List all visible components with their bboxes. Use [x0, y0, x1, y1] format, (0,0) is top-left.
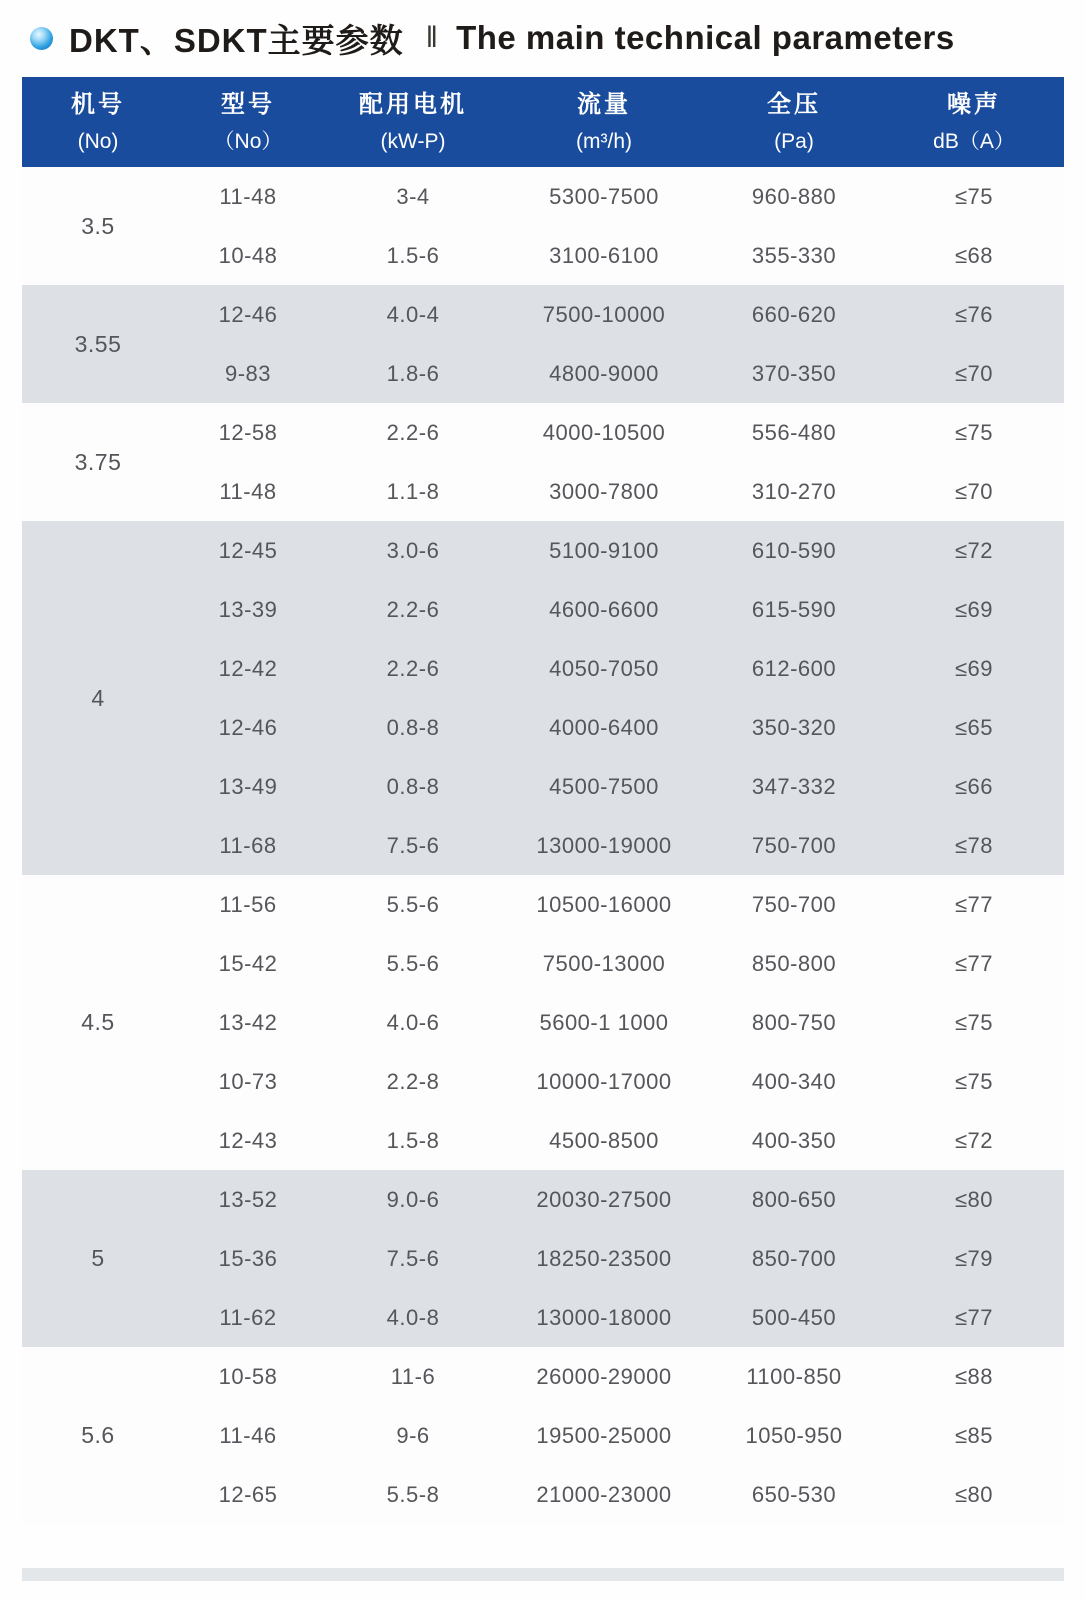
- pressure-cell: 370-350: [704, 344, 884, 403]
- table-row: [22, 816, 1064, 875]
- table-row: [22, 757, 1064, 816]
- noise-cell: ≤77: [884, 1288, 1064, 1347]
- noise-cell: ≤66: [884, 757, 1064, 816]
- noise-cell: ≤77: [884, 934, 1064, 993]
- motor-cell: 2.2-6: [322, 639, 504, 698]
- pressure-cell: 500-450: [704, 1288, 884, 1347]
- flow-cell: 3000-7800: [504, 462, 704, 521]
- table-row: [22, 934, 1064, 993]
- noise-cell: ≤80: [884, 1170, 1064, 1229]
- flow-cell: 13000-18000: [504, 1288, 704, 1347]
- noise-cell: ≤75: [884, 993, 1064, 1052]
- flow-cell: 7500-10000: [504, 285, 704, 344]
- table-row: [22, 167, 1064, 226]
- group-no-cell: 3.75: [22, 403, 174, 521]
- header-unit: (kW-P): [380, 129, 446, 153]
- flow-cell: 5100-9100: [504, 521, 704, 580]
- model-cell: 13-52: [174, 1170, 322, 1229]
- flow-cell: 4050-7050: [504, 639, 704, 698]
- flow-cell: 26000-29000: [504, 1347, 704, 1406]
- motor-cell: 0.8-8: [322, 698, 504, 757]
- header-unit: (m³/h): [576, 129, 632, 153]
- header-motor: [322, 77, 504, 167]
- motor-cell: 5.5-6: [322, 934, 504, 993]
- pressure-cell: 610-590: [704, 521, 884, 580]
- bullet-icon: [30, 27, 53, 50]
- pressure-cell: 750-700: [704, 875, 884, 934]
- table-row: [22, 1406, 1064, 1465]
- pressure-cell: 750-700: [704, 816, 884, 875]
- motor-cell: 2.2-6: [322, 580, 504, 639]
- table-row: [22, 1465, 1064, 1524]
- table-row: [22, 521, 1064, 580]
- motor-cell: 7.5-6: [322, 1229, 504, 1288]
- noise-cell: ≤76: [884, 285, 1064, 344]
- pressure-cell: 960-880: [704, 167, 884, 226]
- header-machine-no: [22, 77, 174, 167]
- model-cell: 10-48: [174, 226, 322, 285]
- model-cell: 12-46: [174, 698, 322, 757]
- noise-cell: ≤70: [884, 462, 1064, 521]
- motor-cell: 5.5-8: [322, 1465, 504, 1524]
- header-noise: [884, 77, 1064, 167]
- noise-cell: ≤79: [884, 1229, 1064, 1288]
- noise-cell: ≤85: [884, 1406, 1064, 1465]
- flow-cell: 5600-1 1000: [504, 993, 704, 1052]
- flow-cell: 21000-23000: [504, 1465, 704, 1524]
- section-title: [30, 12, 955, 64]
- noise-cell: ≤65: [884, 698, 1064, 757]
- parameters-table: [22, 77, 1064, 1524]
- model-cell: 11-48: [174, 462, 322, 521]
- title-chinese: DKT、SDKT主要参数: [69, 21, 404, 59]
- motor-cell: 3.0-6: [322, 521, 504, 580]
- table-row: [22, 639, 1064, 698]
- flow-cell: 4800-9000: [504, 344, 704, 403]
- flow-cell: 4600-6600: [504, 580, 704, 639]
- table-row: [22, 698, 1064, 757]
- motor-cell: 1.8-6: [322, 344, 504, 403]
- header-title: 流量: [577, 90, 631, 118]
- pressure-cell: 800-750: [704, 993, 884, 1052]
- table-row: [22, 1052, 1064, 1111]
- motor-cell: 7.5-6: [322, 816, 504, 875]
- motor-cell: 2.2-8: [322, 1052, 504, 1111]
- noise-cell: ≤75: [884, 403, 1064, 462]
- model-cell: 11-48: [174, 167, 322, 226]
- motor-cell: 4.0-8: [322, 1288, 504, 1347]
- table-row: [22, 462, 1064, 521]
- model-cell: 12-46: [174, 285, 322, 344]
- header-title: 配用电机: [359, 90, 467, 118]
- header-unit: dB（A）: [933, 129, 1015, 153]
- motor-cell: 0.8-8: [322, 757, 504, 816]
- table-row: [22, 226, 1064, 285]
- flow-cell: 4500-7500: [504, 757, 704, 816]
- flow-cell: 4000-10500: [504, 403, 704, 462]
- header-model: [174, 77, 322, 167]
- pressure-cell: 400-350: [704, 1111, 884, 1170]
- model-cell: 12-58: [174, 403, 322, 462]
- header-unit: (Pa): [774, 129, 814, 153]
- title-divider-icon: ‖: [425, 21, 439, 54]
- motor-cell: 9.0-6: [322, 1170, 504, 1229]
- pressure-cell: 660-620: [704, 285, 884, 344]
- flow-cell: 7500-13000: [504, 934, 704, 993]
- table-row: [22, 993, 1064, 1052]
- motor-cell: 1.5-6: [322, 226, 504, 285]
- motor-cell: 1.5-8: [322, 1111, 504, 1170]
- motor-cell: 2.2-6: [322, 403, 504, 462]
- motor-cell: 5.5-6: [322, 875, 504, 934]
- bottom-strip: [22, 1568, 1064, 1581]
- noise-cell: ≤68: [884, 226, 1064, 285]
- noise-cell: ≤69: [884, 580, 1064, 639]
- flow-cell: 10000-17000: [504, 1052, 704, 1111]
- header-title: 噪声: [947, 90, 1001, 118]
- group-no-cell: 4.5: [22, 875, 174, 1170]
- pressure-cell: 615-590: [704, 580, 884, 639]
- pressure-cell: 1050-950: [704, 1406, 884, 1465]
- pressure-cell: 347-332: [704, 757, 884, 816]
- model-cell: 10-58: [174, 1347, 322, 1406]
- model-cell: 12-45: [174, 521, 322, 580]
- flow-cell: 3100-6100: [504, 226, 704, 285]
- model-cell: 11-68: [174, 816, 322, 875]
- header-title: 型号: [221, 90, 275, 118]
- model-cell: 11-46: [174, 1406, 322, 1465]
- model-cell: 15-42: [174, 934, 322, 993]
- pressure-cell: 850-700: [704, 1229, 884, 1288]
- group-no-cell: 5.6: [22, 1347, 174, 1524]
- table-row: [22, 403, 1064, 462]
- table-row: [22, 344, 1064, 403]
- table-row: [22, 580, 1064, 639]
- pressure-cell: 800-650: [704, 1170, 884, 1229]
- noise-cell: ≤75: [884, 167, 1064, 226]
- model-cell: 13-42: [174, 993, 322, 1052]
- flow-cell: 18250-23500: [504, 1229, 704, 1288]
- pressure-cell: 556-480: [704, 403, 884, 462]
- table-row: [22, 1288, 1064, 1347]
- model-cell: 13-49: [174, 757, 322, 816]
- flow-cell: 13000-19000: [504, 816, 704, 875]
- table-row: [22, 875, 1064, 934]
- motor-cell: 4.0-6: [322, 993, 504, 1052]
- noise-cell: ≤72: [884, 521, 1064, 580]
- table-row: [22, 1170, 1064, 1229]
- noise-cell: ≤70: [884, 344, 1064, 403]
- table-row: [22, 1347, 1064, 1406]
- noise-cell: ≤88: [884, 1347, 1064, 1406]
- model-cell: 12-42: [174, 639, 322, 698]
- header-pressure: [704, 77, 884, 167]
- pressure-cell: 612-600: [704, 639, 884, 698]
- model-cell: 10-73: [174, 1052, 322, 1111]
- header-title: 全压: [767, 90, 821, 118]
- flow-cell: 5300-7500: [504, 167, 704, 226]
- motor-cell: 1.1-8: [322, 462, 504, 521]
- group-no-cell: 3.5: [22, 167, 174, 285]
- header-row: [22, 77, 1064, 167]
- flow-cell: 4500-8500: [504, 1111, 704, 1170]
- flow-cell: 4000-6400: [504, 698, 704, 757]
- motor-cell: 3-4: [322, 167, 504, 226]
- model-cell: 11-62: [174, 1288, 322, 1347]
- noise-cell: ≤77: [884, 875, 1064, 934]
- table-row: [22, 285, 1064, 344]
- group-no-cell: 3.55: [22, 285, 174, 403]
- flow-cell: 10500-16000: [504, 875, 704, 934]
- header-unit: （No）: [213, 129, 283, 153]
- pressure-cell: 1100-850: [704, 1347, 884, 1406]
- noise-cell: ≤72: [884, 1111, 1064, 1170]
- model-cell: 11-56: [174, 875, 322, 934]
- model-cell: 15-36: [174, 1229, 322, 1288]
- model-cell: 12-43: [174, 1111, 322, 1170]
- motor-cell: 4.0-4: [322, 285, 504, 344]
- model-cell: 13-39: [174, 580, 322, 639]
- model-cell: 9-83: [174, 344, 322, 403]
- header-title: 机号: [71, 90, 125, 118]
- noise-cell: ≤75: [884, 1052, 1064, 1111]
- motor-cell: 11-6: [322, 1347, 504, 1406]
- model-cell: 12-65: [174, 1465, 322, 1524]
- pressure-cell: 310-270: [704, 462, 884, 521]
- noise-cell: ≤80: [884, 1465, 1064, 1524]
- group-no-cell: 5: [22, 1170, 174, 1347]
- motor-cell: 9-6: [322, 1406, 504, 1465]
- flow-cell: 19500-25000: [504, 1406, 704, 1465]
- title-english: The main technical parameters: [456, 19, 955, 56]
- pressure-cell: 850-800: [704, 934, 884, 993]
- pressure-cell: 400-340: [704, 1052, 884, 1111]
- flow-cell: 20030-27500: [504, 1170, 704, 1229]
- pressure-cell: 355-330: [704, 226, 884, 285]
- pressure-cell: 350-320: [704, 698, 884, 757]
- noise-cell: ≤69: [884, 639, 1064, 698]
- header-unit: (No): [77, 129, 119, 153]
- table-row: [22, 1229, 1064, 1288]
- noise-cell: ≤78: [884, 816, 1064, 875]
- group-no-cell: 4: [22, 521, 174, 875]
- header-flow: [504, 77, 704, 167]
- pressure-cell: 650-530: [704, 1465, 884, 1524]
- table-row: [22, 1111, 1064, 1170]
